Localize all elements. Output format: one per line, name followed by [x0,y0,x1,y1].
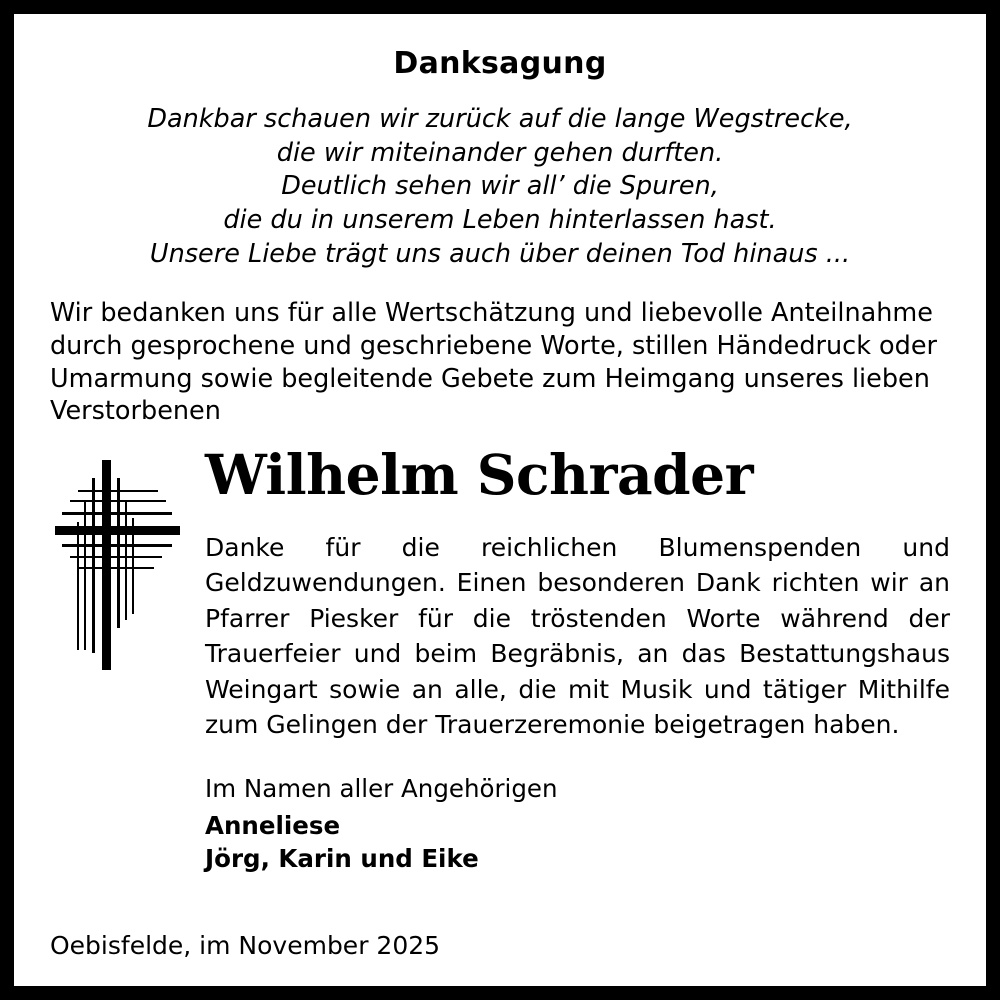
poem-line: die du in unserem Leben hinterlassen hast. [223,204,777,235]
poem-line: Deutlich sehen wir all’ die Spuren, [281,171,719,202]
family-name: Jörg, Karin und Eike [205,843,479,873]
cross-icon [50,460,185,670]
poem-line: Unsere Liebe trägt uns auch über deinen Tod hinaus ... [149,238,851,269]
page-title: Danksagung [393,46,607,81]
family-name: Anneliese [205,811,341,841]
place-and-date: Oebisfelde, im November 2025 [50,931,441,960]
cross-column [50,446,205,670]
text-column [205,441,950,875]
main-block [50,441,950,875]
thanks-text: Danke für die reichlichen Blumenspenden und Geldzuwendungen. Einen besonderen Dank richten wir an Pfarrer Piesker für die tröstenden Worte während der Trauerfeier und beim Begräbnis, an das Bestattungshaus Weingart sowie an alle, die mit Musik und tätiger Mithilfe zum Gelingen der Trauerzeremonie beigetragen haben. [205,532,950,740]
poem-line: die wir miteinander gehen durften. [276,137,724,168]
family-intro: Im Namen aller Angehörigen [205,773,558,803]
memorial-poem [50,103,950,271]
poem-line: Dankbar schauen wir zurück auf die lange Wegstrecke, [147,104,853,134]
deceased-name: Wilhelm Schrader [205,441,754,507]
acknowledgement-intro: Wir bedanken uns für alle Wertschätzung und liebevolle Anteilnahme durch gesprochene und geschriebene Worte, stillen Händedruck oder Umarmung sowie begleitende Gebete zum Heimgang unseres lieben Verstorbenen [50,298,938,427]
